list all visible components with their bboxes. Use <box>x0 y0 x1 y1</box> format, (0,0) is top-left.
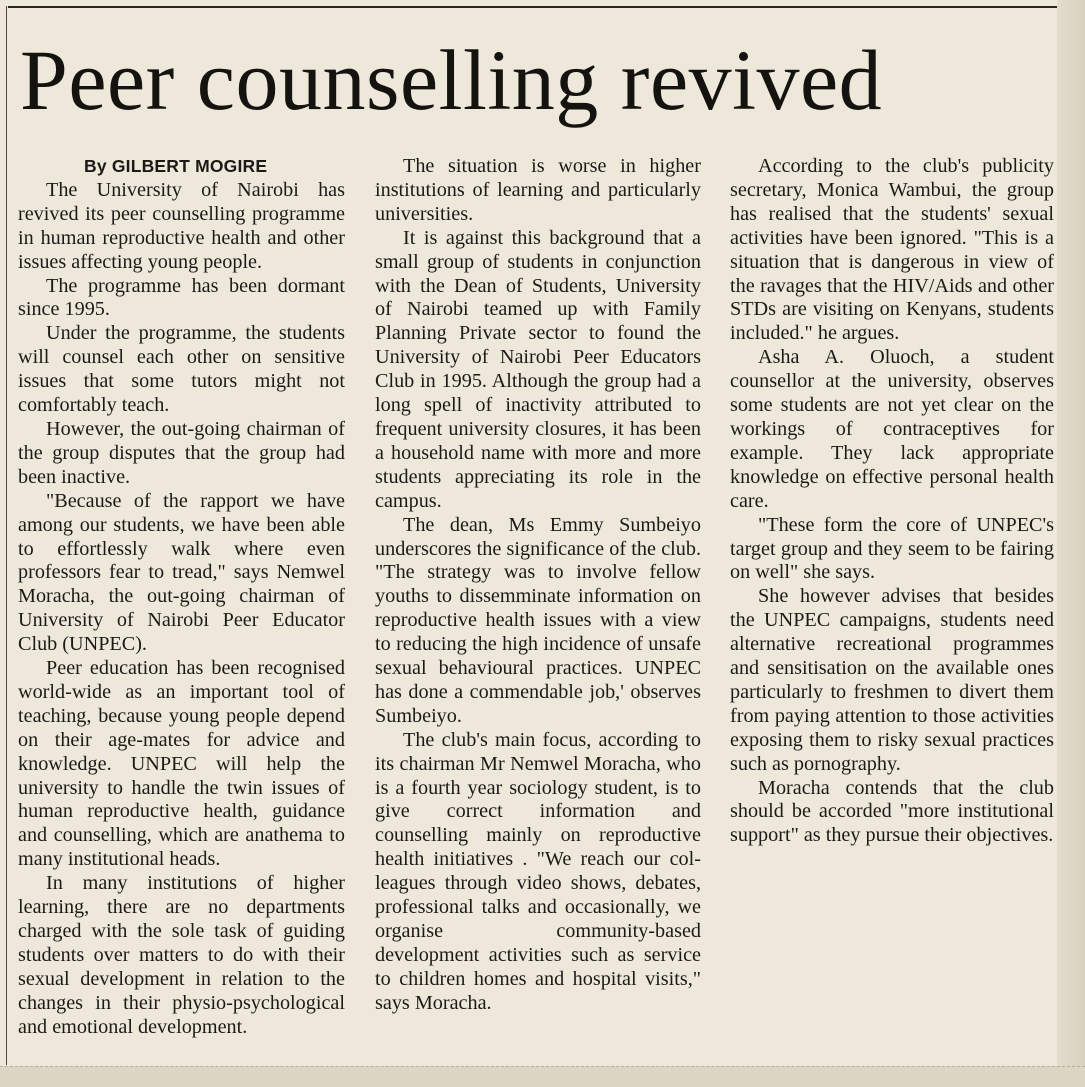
article-column-1 <box>18 155 345 1040</box>
paragraph: The club's main focus, according to its chairman Mr Nemwel Moracha, who is a fourth year sociology student, is to give correct information and counselling mainly on reproductive health initiatives . "We reach our colleagues through video shows, debates, professional talks and occasionally, we organise community-based development activities such as service to children homes and hospital visits," says Moracha. <box>375 728 701 1014</box>
byline: By GILBERT MOGIRE <box>84 156 268 176</box>
article-column-2 <box>375 155 701 1016</box>
headline: Peer counselling revived <box>20 32 883 128</box>
paragraph: The programme has been dormant since 1995. <box>18 274 345 321</box>
paragraph: Asha A. Oluoch, a student counsellor at the university, observes some students are not yet clear on the workings of contraceptives for example. They lack appropriate knowledge on effective personal health care. <box>730 346 1054 512</box>
paragraph: The dean, Ms Emmy Sumbeiyo underscores the significance of the club. "The strategy was to involve fellow youths to dissemminate information on reproductive health issues with a view to reducing the high incidence of unsafe sexual behavioural practices. UNPEC has done a commendable job,' observes Sumbeiyo. <box>375 513 701 727</box>
paragraph: According to the club's publicity secretary, Monica Wambui, the group has realised that the students' sexual activities have been ignored. "This is a situation that is dangerous in view of the ravages that the HIV/Aids and other STDs are visiting on Kenyans, students included." he argues. <box>730 155 1054 345</box>
paragraph: The situation is worse in higher institutions of learning and particularly universities. <box>375 155 701 225</box>
paragraph: Under the programme, the students will counsel each other on sensitive issues that some tutors might not comfortably teach. <box>18 322 345 417</box>
paragraph: Moracha contends that the club should be accorded "more institutional support" as they pursue their objectives. <box>730 776 1054 847</box>
paragraph: She however advises that besides the UNPEC campaigns, students need alternative recreational programmes and sensitisation on the available ones particularly to freshmen to divert them from paying attention to those activities exposing them to risky sexual practices such as pornography. <box>730 585 1054 775</box>
paragraph: In many institutions of higher learning, there are no departments charged with the sole task of guiding students over matters to do with their sexual development in relation to the changes in their physio-psychological and emotional development. <box>18 872 345 1038</box>
top-rule <box>8 6 1057 8</box>
page-edge <box>1057 0 1085 1087</box>
paragraph: The University of Nairobi has revived its peer counselling programme in human reproductive health and other issues affecting young people. <box>18 178 345 273</box>
page-edge-bottom <box>0 1066 1085 1087</box>
paragraph: "These form the core of UNPEC's target group and they seem to be fairing on well" she says. <box>730 513 1054 584</box>
paragraph: However, the out-going chairman of the group disputes that the group had been inactive. <box>18 417 345 488</box>
paragraph: Peer education has been recognised world-wide as an important tool of teaching, because young people depend on their age-mates for advice and knowledge. UNPEC will help the university to handle the twin issues of human reproductive health, guidance and counselling, which are anathema to many institutional heads. <box>18 657 345 871</box>
article-column-3 <box>730 155 1054 848</box>
paragraph: It is against this background that a small group of students in conjunction with the Dean of Students, University of Nairobi teamed up with Family Planning Private sector to found the University of Nairobi Peer Educators Club in 1995. Although the group had a long spell of inactivity attributed to frequent university closures, it has been a household name with more and more students appreciating its role in the campus. <box>375 226 701 512</box>
paragraph: "Because of the rapport we have among our students, we have been able to effortlessly walk where even professors fear to tread," says Nemwel Moracha, the out-going chairman of University of Nairobi Peer Educator Club (UNPEC). <box>18 489 345 656</box>
column-rule <box>6 6 7 1065</box>
